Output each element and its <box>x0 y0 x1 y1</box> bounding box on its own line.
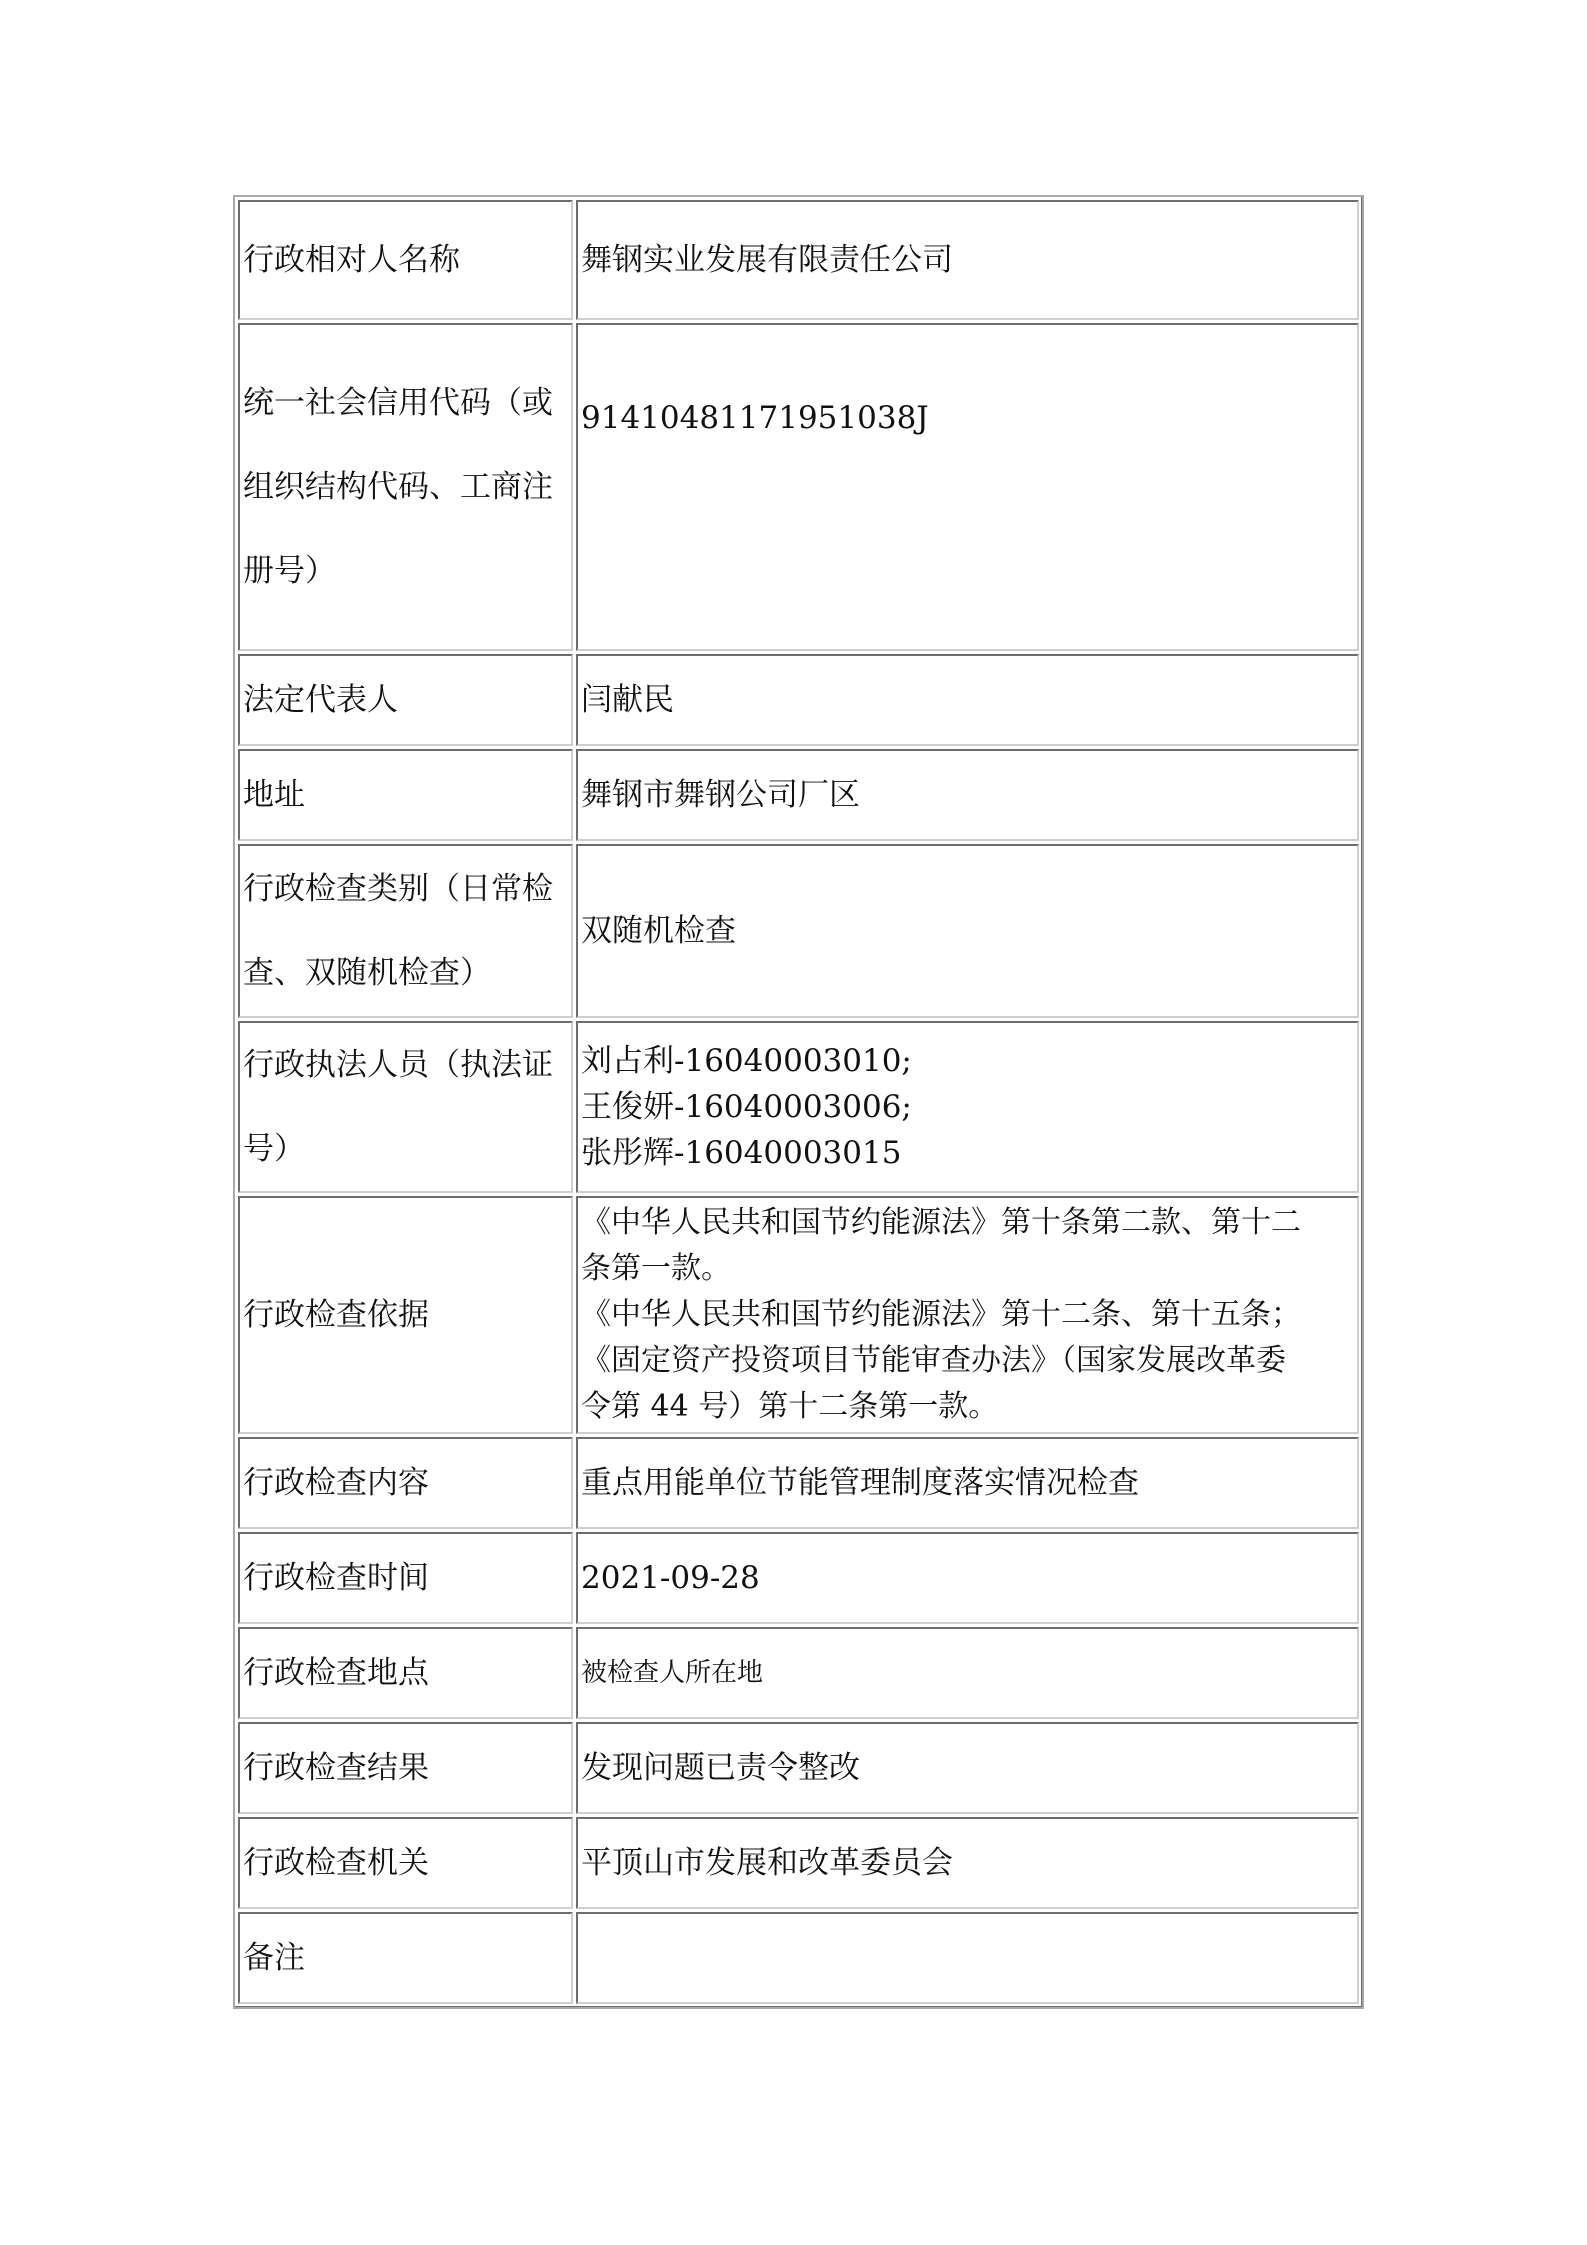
row-label: 行政检查内容 <box>238 1437 573 1529</box>
row-label: 行政相对人名称 <box>238 200 573 320</box>
row-value <box>576 1437 1359 1529</box>
table-row <box>238 1021 1359 1193</box>
table-row <box>238 200 1359 320</box>
value-line: 平顶山市发展和改革委员会 <box>581 1845 953 1881</box>
row-value <box>576 844 1359 1018</box>
row-value <box>576 1817 1359 1909</box>
row-label: 法定代表人 <box>238 654 573 746</box>
row-value <box>576 1627 1359 1719</box>
row-value <box>576 1722 1359 1814</box>
inspection-record-table <box>233 195 1364 2009</box>
row-value <box>576 654 1359 746</box>
row-label: 行政检查时间 <box>238 1532 573 1624</box>
table-row <box>238 844 1359 1018</box>
table-row <box>238 1722 1359 1814</box>
value-line: 2021-09-28 <box>581 1560 760 1596</box>
value-line: 闫献民 <box>581 682 674 718</box>
value-line: 舞钢实业发展有限责任公司 <box>581 242 953 278</box>
value-line: 被检查人所在地 <box>581 1658 764 1688</box>
value-line: 重点用能单位节能管理制度落实情况检查 <box>581 1465 1139 1501</box>
row-label-text: 行政执法人员（执法证 <box>243 1047 553 1083</box>
row-label-text: 组织结构代码、工商注 <box>243 469 553 505</box>
row-value <box>576 1196 1359 1434</box>
table-row <box>238 1912 1359 2004</box>
row-label <box>238 323 573 651</box>
value-line: 刘占利-16040003010; <box>581 1043 912 1079</box>
table-row <box>238 1627 1359 1719</box>
value-line: 舞钢市舞钢公司厂区 <box>581 777 860 813</box>
row-label-text: 查、双随机检查） <box>243 955 491 991</box>
table-row <box>238 1437 1359 1529</box>
row-value <box>576 323 1359 651</box>
value-line: 令第 44 号）第十二条第一款。 <box>581 1389 999 1424</box>
row-label-text: 号） <box>243 1131 305 1167</box>
value-line: 发现问题已责令整改 <box>581 1750 860 1786</box>
row-label <box>238 1021 573 1193</box>
value-line: 双随机检查 <box>581 913 736 949</box>
value-line: 《中华人民共和国节约能源法》第十二条、第十五条； <box>581 1297 1301 1332</box>
value-line: 91410481171951038J <box>581 400 929 436</box>
table-row <box>238 1196 1359 1434</box>
row-label-text: 册号） <box>243 553 336 589</box>
value-line: 《中华人民共和国节约能源法》第十条第二款、第十二 <box>581 1205 1301 1240</box>
row-label: 备注 <box>238 1912 573 2004</box>
table-row <box>238 654 1359 746</box>
row-label: 行政检查地点 <box>238 1627 573 1719</box>
table-row <box>238 323 1359 651</box>
row-label: 行政检查结果 <box>238 1722 573 1814</box>
row-value <box>576 1021 1359 1193</box>
row-value <box>576 1912 1359 2004</box>
table-row <box>238 749 1359 841</box>
row-label: 行政检查机关 <box>238 1817 573 1909</box>
table-row <box>238 1532 1359 1624</box>
row-label <box>238 844 573 1018</box>
row-label: 行政检查依据 <box>238 1196 573 1434</box>
row-label-text: 行政检查类别（日常检 <box>243 871 553 907</box>
value-line: 张彤辉-16040003015 <box>581 1135 902 1171</box>
row-value <box>576 1532 1359 1624</box>
value-line: 《固定资产投资项目节能审查办法》（国家发展改革委 <box>581 1343 1286 1378</box>
row-label: 地址 <box>238 749 573 841</box>
value-line: 条第一款。 <box>581 1251 731 1286</box>
table-row <box>238 1817 1359 1909</box>
row-value <box>576 749 1359 841</box>
row-value <box>576 200 1359 320</box>
row-label-text: 统一社会信用代码（或 <box>243 385 553 421</box>
value-line: 王俊妍-16040003006; <box>581 1089 912 1125</box>
